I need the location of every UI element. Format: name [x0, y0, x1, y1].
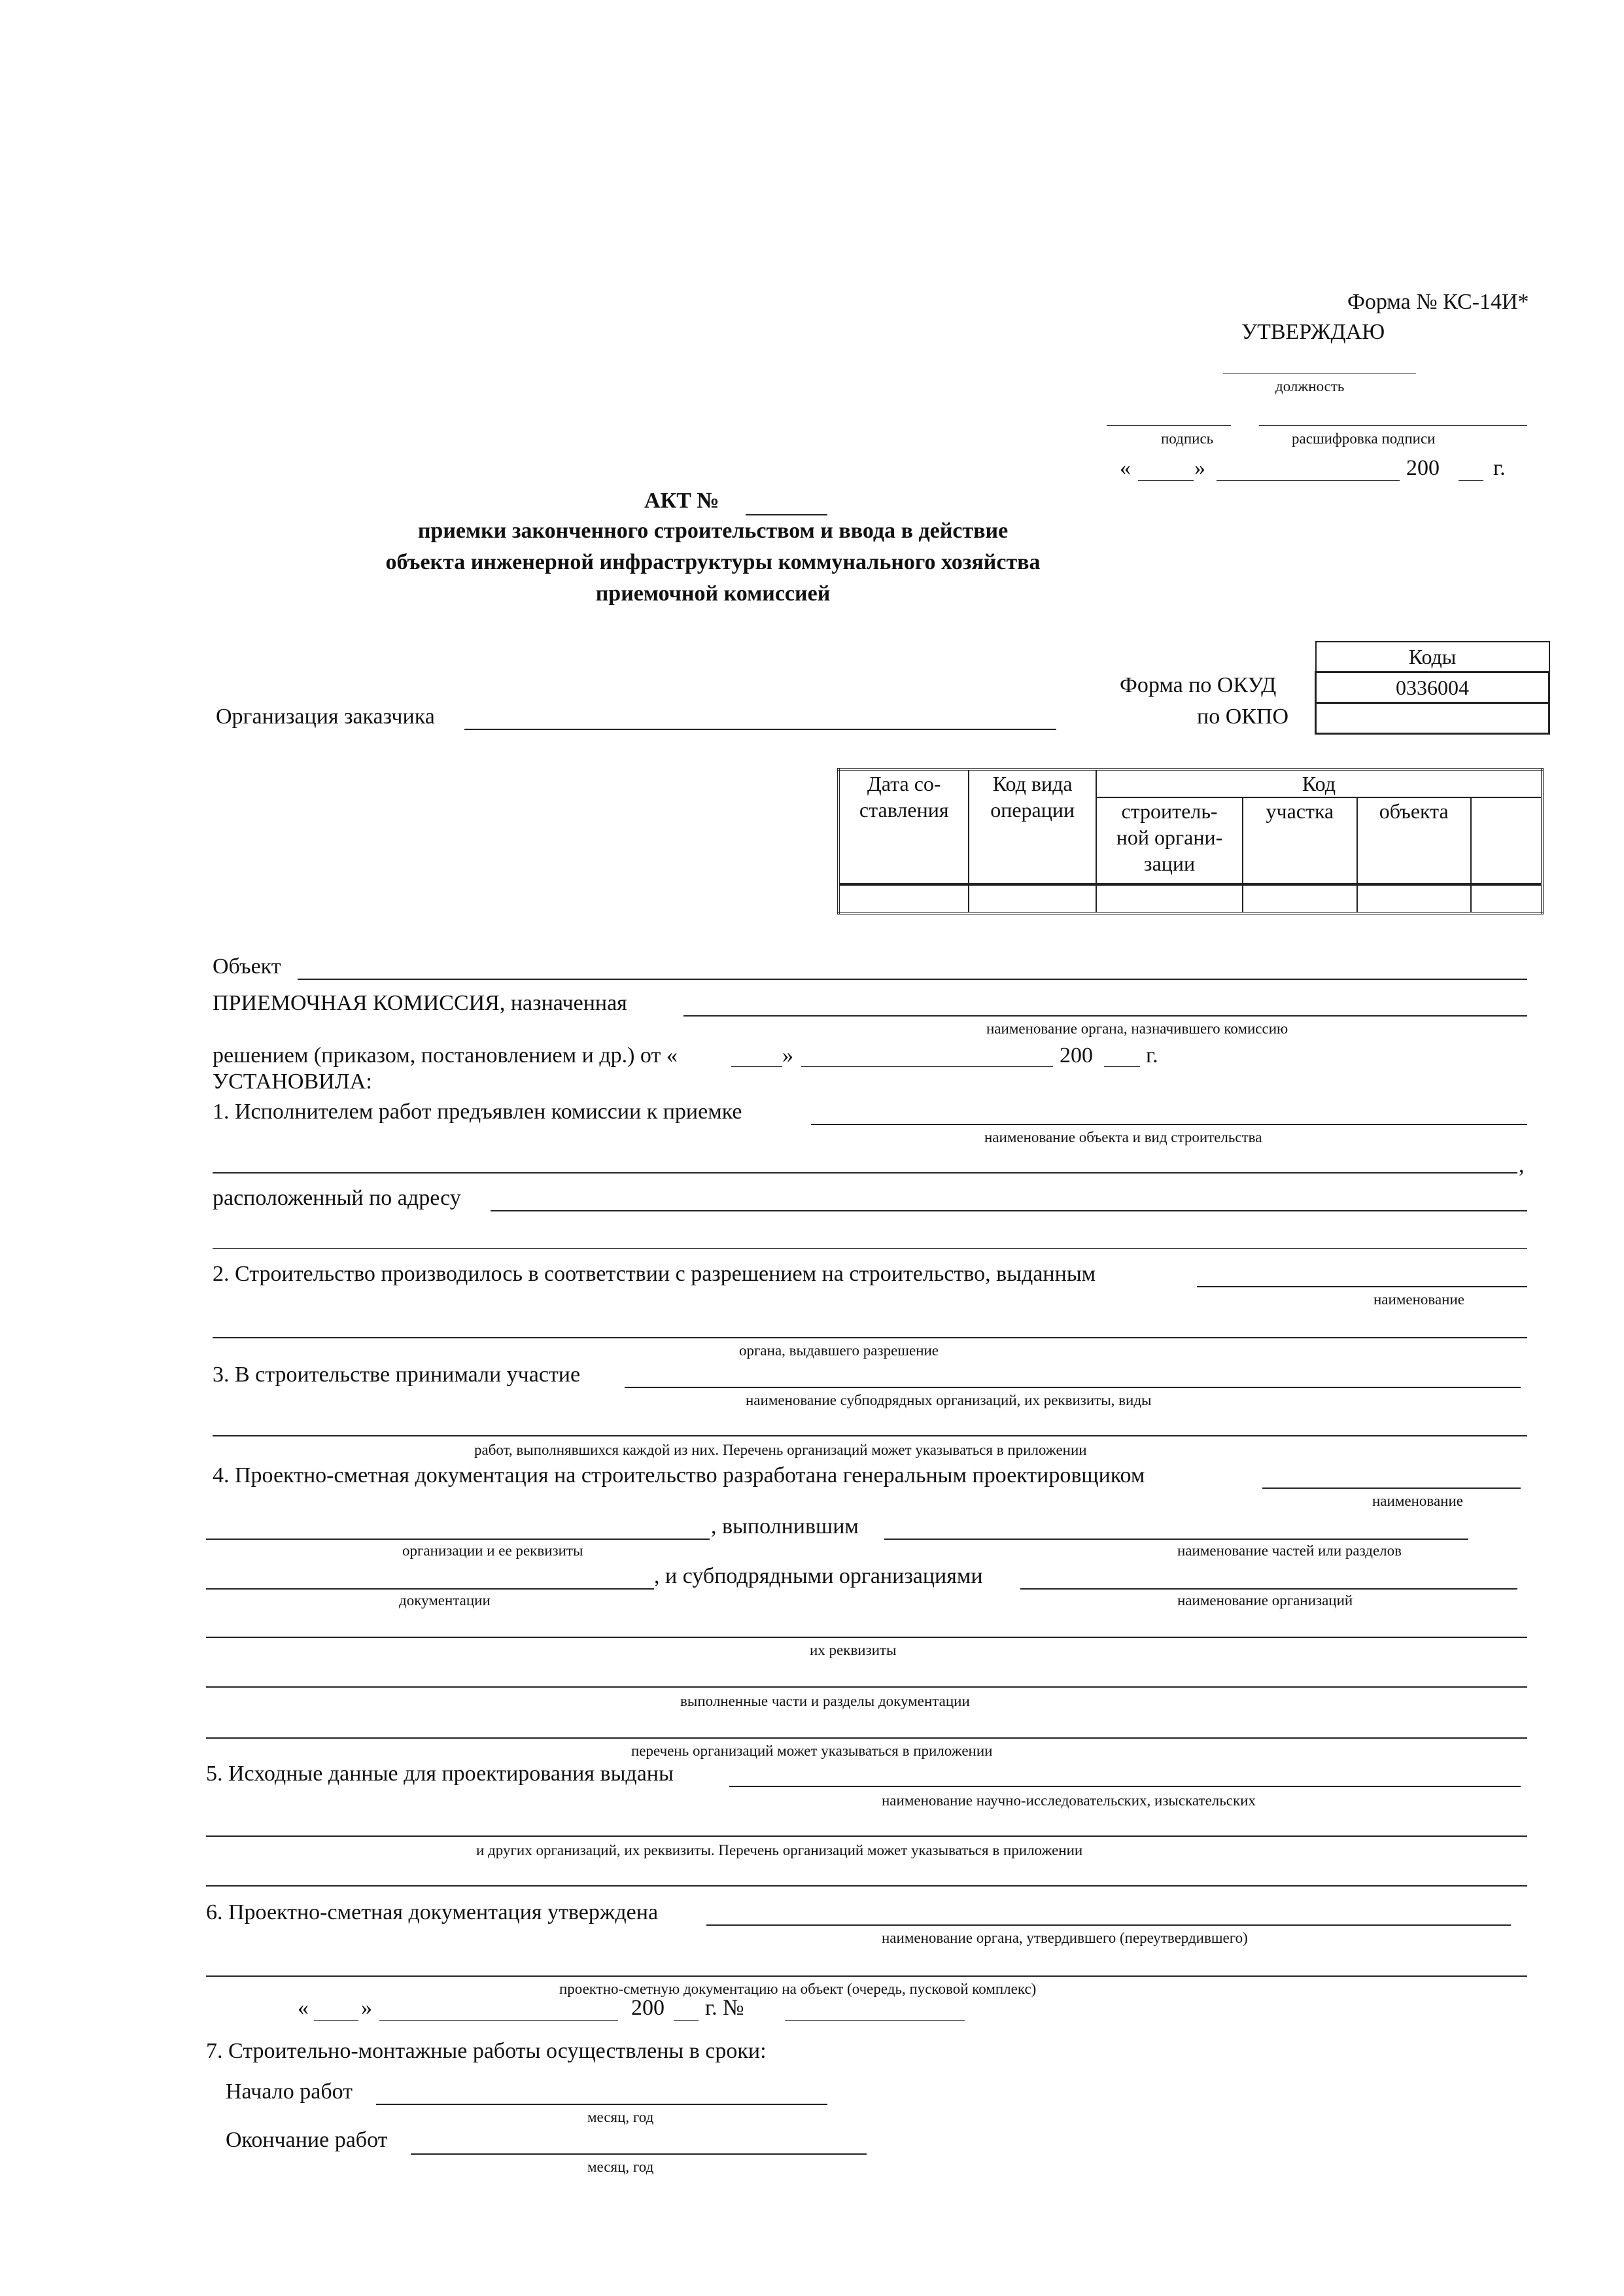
p4-caption-6: их реквизиты	[810, 1642, 897, 1658]
p4-caption-1: наименование	[1372, 1493, 1463, 1509]
approve-year: 200	[1406, 456, 1440, 480]
decision-day-close: »	[782, 1043, 793, 1068]
p4-details-line[interactable]	[206, 1637, 1527, 1638]
p6-date-open: «	[298, 1996, 309, 2020]
p1-comma: ,	[1519, 1153, 1525, 1177]
start-line[interactable]	[376, 2104, 827, 2105]
sub-site: участка	[1243, 797, 1356, 884]
decoding-caption: расшифровка подписи	[1292, 430, 1436, 447]
p6-g-no: г. №	[705, 1996, 744, 2020]
approve-day-line[interactable]	[1138, 480, 1194, 481]
col-operation-line1: Код вида	[992, 772, 1073, 795]
p6-caption-2: проектно-сметную документацию на объект (очередь, пусковой комплекс)	[559, 1981, 1037, 1997]
approve-date-open: «	[1120, 456, 1131, 480]
p4-line[interactable]	[1262, 1487, 1521, 1489]
p4-caption-5: наименование организаций	[1177, 1592, 1353, 1609]
p6-line-2[interactable]	[206, 1975, 1527, 1977]
commission-caption: наименование органа, назначившего комиссию	[986, 1020, 1288, 1037]
p5-label: 5. Исходные данные для проектирования выданы	[206, 1762, 674, 1786]
end-caption: месяц, год	[587, 2159, 654, 2175]
p3-line[interactable]	[625, 1387, 1521, 1388]
heading-line-1: приемки законченного строительством и ввода в действие	[417, 519, 1009, 543]
sub-object: объекта	[1357, 797, 1471, 884]
p4-caption-3: наименование частей или разделов	[1177, 1542, 1402, 1559]
col-operation	[969, 769, 1096, 884]
decision-month-line[interactable]	[801, 1066, 1053, 1067]
address-line-2[interactable]	[213, 1248, 1527, 1249]
approve-title: УТВЕРЖДАЮ	[1241, 320, 1385, 344]
p3-label: 3. В строительстве принимали участие	[213, 1363, 581, 1387]
object-label: Объект	[213, 954, 281, 979]
sub-builder	[1096, 797, 1243, 884]
p4-parts-done-line[interactable]	[206, 1686, 1527, 1688]
p2-label: 2. Строительство производилось в соответствии с разрешением на строительство, выданным	[213, 1262, 1096, 1286]
position-line[interactable]	[1223, 373, 1416, 374]
approve-year-suffix: г.	[1493, 456, 1506, 480]
p4-parts-line[interactable]	[884, 1539, 1468, 1540]
okpo-label: по ОКПО	[1197, 704, 1289, 729]
customer-label: Организация заказчика	[216, 704, 435, 729]
signature-line[interactable]	[1107, 425, 1231, 426]
cell-site[interactable]	[1243, 884, 1356, 913]
p1-line-2[interactable]	[213, 1172, 1517, 1174]
p6-date-close: »	[361, 1996, 372, 2020]
p5-caption-1: наименование научно-исследовательских, изыскательских	[882, 1792, 1256, 1809]
sub-empty	[1471, 797, 1542, 884]
decision-label: решением (приказом, постановлением и др.) от «	[213, 1043, 678, 1068]
object-line[interactable]	[298, 979, 1527, 980]
p2-caption-2: органа, выдавшего разрешение	[739, 1342, 939, 1359]
p4-orgs-line[interactable]	[1020, 1588, 1517, 1590]
p4-list-line[interactable]	[206, 1737, 1527, 1739]
okpo-value[interactable]	[1316, 703, 1549, 734]
established-label: УСТАНОВИЛА:	[213, 1070, 372, 1094]
approve-date-close: »	[1194, 456, 1205, 480]
commission-label: ПРИЕМОЧНАЯ КОМИССИЯ, назначенная	[213, 991, 627, 1015]
p4-label: 4. Проектно-сметная документация на строительство разработана генеральным проектировщиком	[213, 1463, 1145, 1487]
codes-table	[1315, 641, 1550, 735]
p4-caption-7: выполненные части и разделы документации	[680, 1693, 970, 1709]
p6-number-line[interactable]	[785, 2020, 965, 2021]
col-code: Код	[1096, 769, 1542, 797]
end-line[interactable]	[411, 2153, 867, 2155]
p2-line-2[interactable]	[213, 1337, 1527, 1338]
p6-year: 200	[631, 1996, 665, 2020]
okud-value[interactable]: 0336004	[1316, 672, 1549, 703]
p2-caption-1: наименование	[1373, 1291, 1464, 1308]
heading-line-2: объекта инженерной инфраструктуры коммунального хозяйства	[385, 550, 1041, 574]
p5-caption-2: и других организаций, их реквизиты. Перечень организаций может указываться в приложении	[476, 1842, 1083, 1858]
signature-caption: подпись	[1161, 430, 1214, 447]
start-caption: месяц, год	[587, 2109, 654, 2125]
sub-builder-line2: ной органи-	[1116, 826, 1223, 849]
act-number-line[interactable]	[746, 514, 827, 515]
p4-org-line[interactable]	[206, 1539, 710, 1540]
p7-label: 7. Строительно-монтажные работы осуществлены в сроки:	[206, 2039, 767, 2063]
col-date-line1: Дата со-	[867, 772, 941, 795]
p6-year-line[interactable]	[674, 2020, 699, 2021]
okud-label: Форма по ОКУД	[1120, 673, 1277, 697]
cell-date[interactable]	[838, 884, 969, 913]
p1-caption: наименование объекта и вид строительства	[984, 1129, 1262, 1145]
act-number-label: АКТ №	[644, 489, 719, 513]
codes-header: Коды	[1316, 642, 1549, 672]
p2-line[interactable]	[1197, 1286, 1527, 1287]
decision-year: 200	[1060, 1043, 1093, 1068]
cell-extra[interactable]	[1471, 884, 1542, 913]
p4-caption-4: документации	[399, 1592, 491, 1609]
p3-caption-2: работ, выполнявшихся каждой из них. Перечень организаций может указываться в приложении	[474, 1442, 1087, 1458]
p4-doc-line[interactable]	[206, 1588, 654, 1590]
approve-year-line[interactable]	[1459, 480, 1483, 481]
p4-caption-8: перечень организаций может указываться в приложении	[631, 1743, 993, 1759]
heading-line-3: приемочной комиссией	[595, 582, 831, 606]
cell-object[interactable]	[1357, 884, 1471, 913]
p3-line-2[interactable]	[213, 1435, 1527, 1436]
end-label: Окончание работ	[226, 2128, 388, 2152]
cell-operation[interactable]	[969, 884, 1096, 913]
start-label: Начало работ	[226, 2079, 353, 2104]
decision-year-line[interactable]	[1104, 1066, 1140, 1067]
approve-month-line[interactable]	[1217, 480, 1400, 481]
p3-caption-1: наименование субподрядных организаций, их реквизиты, виды	[746, 1392, 1152, 1408]
sub-builder-line3: зации	[1143, 852, 1196, 875]
customer-line[interactable]	[464, 729, 1056, 730]
commission-line[interactable]	[683, 1015, 1527, 1017]
registration-table	[837, 768, 1544, 914]
decoding-line[interactable]	[1259, 425, 1527, 426]
p6-caption-1: наименование органа, утвердившего (переутвердившего)	[882, 1930, 1248, 1946]
p6-day-line[interactable]	[314, 2020, 358, 2021]
p1-label: 1. Исполнителем работ предъявлен комиссии к приемке	[213, 1100, 742, 1124]
position-caption: должность	[1275, 378, 1345, 394]
p1-line[interactable]	[811, 1124, 1527, 1125]
address-line[interactable]	[491, 1210, 1527, 1211]
p6-month-line[interactable]	[379, 2020, 618, 2021]
p5-line-3[interactable]	[206, 1885, 1527, 1887]
cell-builder[interactable]	[1096, 884, 1243, 913]
decision-g: г.	[1146, 1043, 1158, 1068]
p5-line-2[interactable]	[206, 1835, 1527, 1837]
col-date-line2: ставления	[859, 798, 949, 822]
p6-label: 6. Проектно-сметная документация утверждена	[206, 1900, 659, 1924]
p6-line[interactable]	[706, 1924, 1511, 1926]
p4-subcontract: , и субподрядными организациями	[654, 1564, 983, 1588]
decision-day-line[interactable]	[731, 1066, 782, 1067]
form-number: Форма № КС-14И*	[1347, 290, 1529, 314]
p5-line[interactable]	[729, 1786, 1521, 1787]
col-operation-line2: операции	[990, 798, 1075, 822]
p4-performed: , выполнившим	[711, 1514, 859, 1539]
address-label: расположенный по адресу	[213, 1186, 461, 1210]
sub-builder-line1: строитель-	[1121, 799, 1218, 823]
col-date	[838, 769, 969, 884]
p4-caption-2: организации и ее реквизиты	[402, 1542, 583, 1559]
